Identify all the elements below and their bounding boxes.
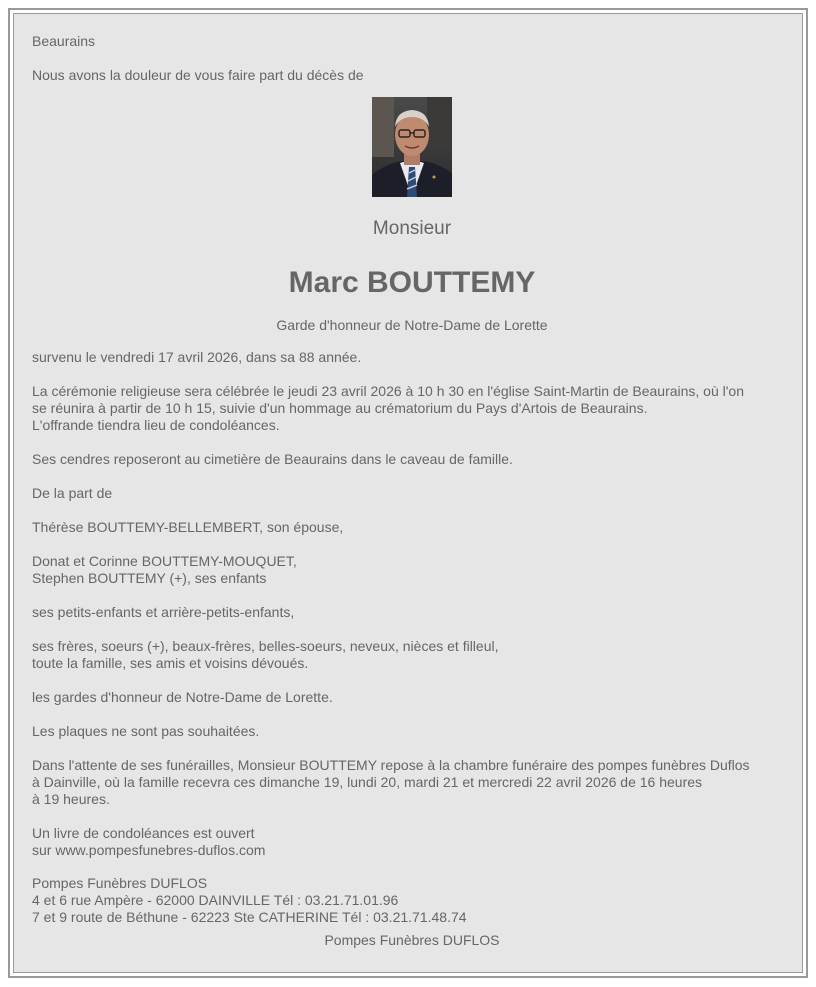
photo-container [32, 97, 792, 197]
intro-text: Nous avons la douleur de vous faire part du décès de [32, 67, 364, 83]
notice-content [32, 33, 792, 949]
place: Beaurains [32, 33, 96, 49]
condolences-link: sur www.pompesfunebres-duflos.com [32, 842, 266, 858]
ceremony-line: La cérémonie religieuse sera célébrée le jeudi 23 avril 2026 à 10 h 30 en l'église Saint-Martin de Beaurains, où l'on [32, 383, 745, 399]
deceased-title: Garde d'honneur de Notre-Dame de Lorette [276, 317, 548, 333]
portrait-photo [372, 97, 452, 197]
civility: Monsieur [372, 218, 452, 239]
notice-frame [8, 8, 808, 978]
visitation-line: à Dainville, où la famille recevra ces dimanche 19, lundi 20, mardi 21 et mercredi 22 avril 2026 de 16 heures [32, 774, 703, 790]
ashes-line: Ses cendres reposeront au cimetière de Beaurains dans le caveau de famille. [32, 451, 513, 467]
visitation-paragraph [32, 757, 792, 808]
siblings-line: toute la famille, ses amis et voisins dévoués. [32, 655, 309, 671]
visitation-line: à 19 heures. [32, 791, 110, 807]
condolences-line: Un livre de condoléances est ouvert [32, 825, 255, 841]
guards-line: les gardes d'honneur de Notre-Dame de Lorette. [32, 689, 333, 705]
children-line: Stephen BOUTTEMY (+), ses enfants [32, 570, 267, 586]
funeral-home-block [32, 875, 792, 926]
siblings-line: ses frères, soeurs (+), beaux-frères, belles-soeurs, neveux, nièces et filleul, [32, 638, 499, 654]
signature: Pompes Funèbres DUFLOS [324, 932, 500, 948]
deceased-name: Marc BOUTTEMY [288, 266, 536, 299]
condolences-paragraph [32, 825, 792, 859]
children-paragraph [32, 553, 792, 587]
spouse-line: Thérèse BOUTTEMY-BELLEMBERT, son épouse, [32, 519, 344, 535]
visitation-line: Dans l'attente de ses funérailles, Monsieur BOUTTEMY repose à la chambre funéraire des pompes funèbres Duflos [32, 757, 750, 773]
death-line: survenu le vendredi 17 avril 2026, dans sa 88 année. [32, 349, 362, 365]
from-label: De la part de [32, 485, 113, 501]
children-line: Donat et Corinne BOUTTEMY-MOUQUET, [32, 553, 297, 569]
funeral-home-address: 4 et 6 rue Ampère - 62000 DAINVILLE Tél : 03.21.71.01.96 [32, 892, 399, 908]
siblings-paragraph [32, 638, 792, 672]
plaques-line: Les plaques ne sont pas souhaitées. [32, 723, 260, 739]
ceremony-paragraph [32, 383, 792, 434]
grandchildren-line: ses petits-enfants et arrière-petits-enfants, [32, 604, 295, 620]
notice-panel [13, 13, 803, 973]
funeral-home-name: Pompes Funèbres DUFLOS [32, 875, 208, 891]
ceremony-line: L'offrande tiendra lieu de condoléances. [32, 417, 280, 433]
funeral-home-address: 7 et 9 route de Béthune - 62223 Ste CATHERINE Tél : 03.21.71.48.74 [32, 909, 467, 925]
ceremony-line: se réunira à partir de 10 h 15, suivie d'un hommage au crématorium du Pays d'Artois de Beaurains. [32, 400, 648, 416]
